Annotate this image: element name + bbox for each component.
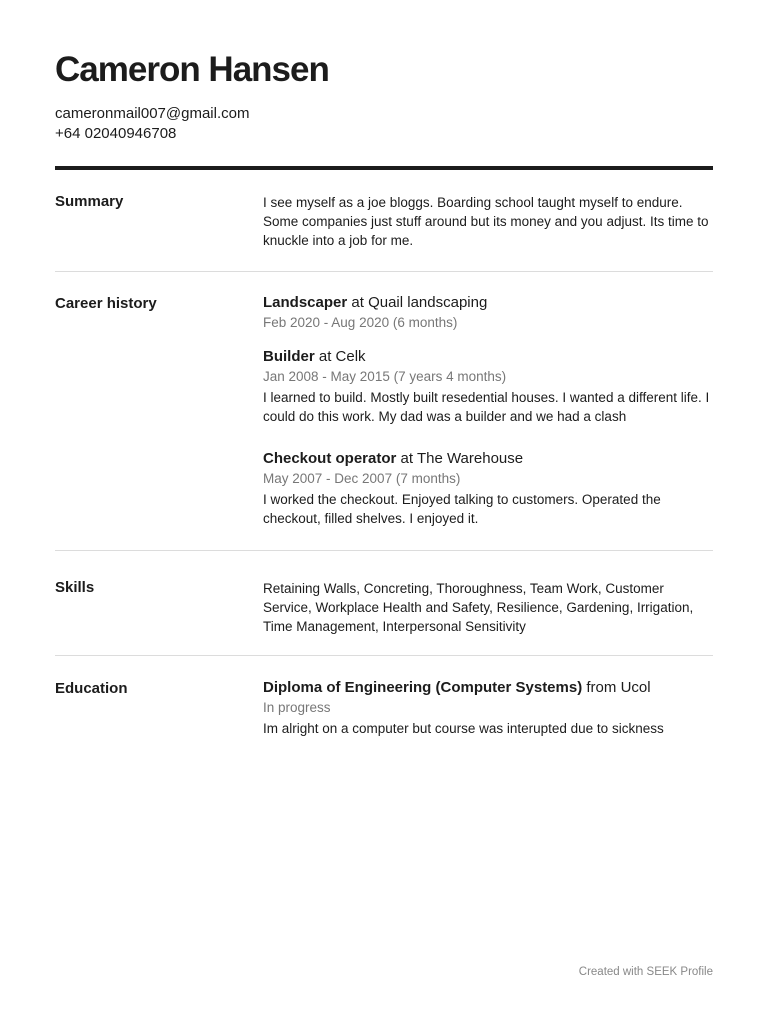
- education-institution: Ucol: [620, 679, 651, 696]
- job-title: [263, 449, 713, 469]
- summary-label: Summary: [55, 193, 124, 210]
- job-connector: at: [314, 348, 336, 365]
- job-description: I learned to build. Mostly built resedential houses. I wanted a different life. I could do this work. My dad was a builder and we had a clash: [263, 390, 710, 424]
- education-status: In progress: [263, 700, 331, 715]
- job-role: Checkout operator: [263, 450, 397, 467]
- job-dates: Feb 2020 - Aug 2020 (6 months): [263, 315, 458, 330]
- job-dates: Jan 2008 - May 2015 (7 years 4 months): [263, 369, 507, 384]
- job-role: Landscaper: [263, 294, 348, 311]
- education-description: Im alright on a computer but course was interupted due to sickness: [263, 721, 664, 736]
- job-entry: [263, 293, 713, 333]
- job-dates: May 2007 - Dec 2007 (7 months): [263, 471, 461, 486]
- job-connector: at: [396, 450, 417, 467]
- job-company: The Warehouse: [416, 450, 524, 467]
- education-label: Education: [55, 680, 128, 697]
- section-divider: [55, 550, 713, 551]
- education-connector: from: [582, 679, 621, 696]
- skills-label: Skills: [55, 579, 95, 596]
- job-company: Celk: [335, 348, 366, 365]
- section-divider: [55, 655, 713, 656]
- job-title: [263, 347, 713, 367]
- skills-list: Retaining Walls, Concreting, Thoroughness, Team Work, Customer Service, Workplace Health and Safety, Resilience, Gardening, Irrigation, Time Management, Interpersonal Sensitivity: [263, 581, 694, 634]
- email-address[interactable]: cameronmail007@gmail.com: [55, 105, 250, 122]
- job-description: I worked the checkout. Enjoyed talking to customers. Operated the checkout, filled shelves. I enjoyed it.: [263, 492, 661, 526]
- job-entry: [263, 347, 713, 426]
- job-company: Quail landscaping: [368, 294, 488, 311]
- skills-body: [263, 579, 713, 636]
- summary-text: I see myself as a joe bloggs. Boarding school taught myself to endure. Some companies just stuff around but its money and you adjust. Its time to knuckle into a job for me.: [263, 195, 709, 248]
- footer-credit: Created with SEEK Profile: [578, 966, 713, 978]
- phone-number: +64 02040946708: [55, 125, 177, 142]
- job-entry: [263, 449, 713, 528]
- header-divider: [55, 166, 713, 170]
- candidate-name: Cameron Hansen: [55, 50, 329, 89]
- job-connector: at: [347, 294, 369, 311]
- summary-body: [263, 193, 713, 250]
- job-title: [263, 293, 713, 313]
- section-divider: [55, 271, 713, 272]
- education-degree: Diploma of Engineering (Computer Systems): [263, 679, 583, 696]
- education-entry: [263, 678, 713, 738]
- career-history-label: Career history: [55, 295, 157, 312]
- education-title: [263, 678, 713, 698]
- job-role: Builder: [263, 348, 315, 365]
